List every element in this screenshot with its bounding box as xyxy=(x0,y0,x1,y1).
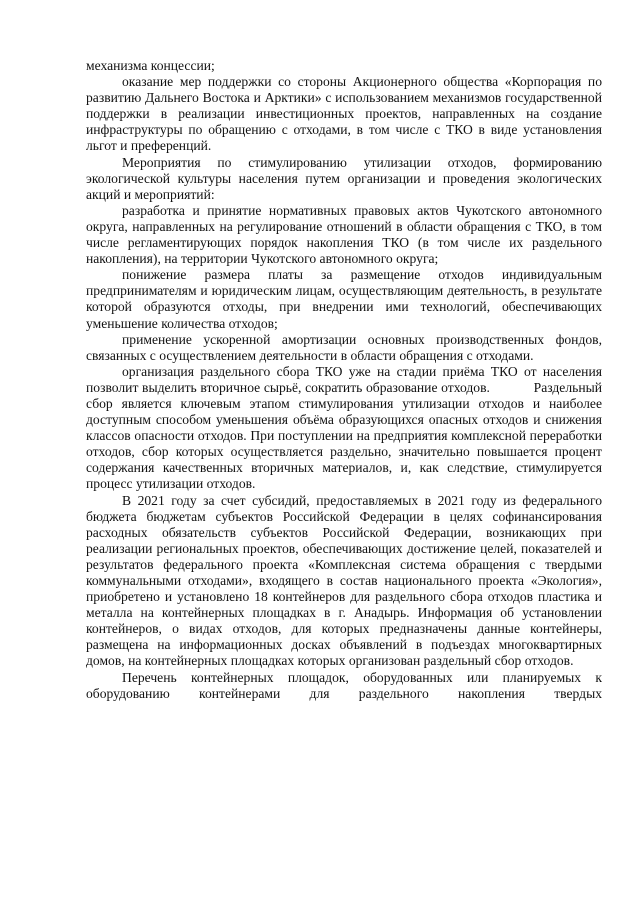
paragraph-depreciation: применение ускоренной амортизации основных производственных фондов, связанных с осуществлением деятельности в области обращения с отходами. xyxy=(86,331,602,363)
paragraph-separate-collection: организация раздельного сбора ТКО уже на стадии приёма ТКО от населения позволит выделить вторичное сырьё, сократить образование отходов. Раздельный сбор является ключевым этапом стимулирования утилизации отходов и наиболее доступным способом уменьшения объёма образующихся опасных отходов и снижения классов опасности отходов. При поступлении на предприятия комплексной переработки отходов, сбор которых осуществляется раздельно, значительно повышается процент содержания качественных вторичных материалов, и, как следствие, стимулируется процесс утилизации отходов. xyxy=(86,363,606,492)
paragraph-stimulation-heading: Мероприятия по стимулированию утилизации отходов, формированию экологической культуры населения путем организации и проведения экологических акций и мероприятий: xyxy=(86,154,602,202)
paragraph-fee-reduction: понижение размера платы за размещение отходов индивидуальным предпринимателям и юридическим лицам, осуществляющим деятельность, в результате которой образуются отходы, при внедрении ими технологий, обеспечивающих уменьшение количества отходов; xyxy=(86,267,602,331)
paragraph-container-list: Перечень контейнерных площадок, оборудованных или планируемых к оборудованию контейнерами для раздельного накопления твердых xyxy=(86,669,602,701)
paragraph-regulations: разработка и принятие нормативных правовых актов Чукотского автономного округа, направленных на регулирование отношений в области обращения с ТКО, в том числе регламентирующих порядок накопления ТКО (в том числе их раздельного накопления), на территории Чукотского автономного округа; xyxy=(86,202,602,267)
paragraph-2021-containers: В 2021 году за счет субсидий, предоставляемых в 2021 году из федерального бюджета бюджетам субъектов Российской Федерации в целях софинансирования расходных обязательств субъектов Российской Федерации, возникающих при реализации региональных проектов, обеспечивающих достижение целей, показателей и результатов федерального проекта «Комплексная система обращения с твердыми коммунальными отходами», входящего в состав национального проекта «Экология», приобретено и установлено 18 контейнеров для раздельного сбора отходов пластика и металла на контейнерных площадках в г. Анадырь. Информация об установлении контейнеров, о видах отходов, для которых предназначены данные контейнеры, размещена на информационных досках объявлений в подъездах многоквартирных домов, на контейнерных площадках которых организован раздельный сбор отходов. xyxy=(86,492,602,669)
paragraph-support-measures: оказание мер поддержки со стороны Акционерного общества «Корпорация по развитию Дальнего Востока и Арктики» с использованием механизмов государственной поддержки в реализации инвестиционных проектов, направленных на создание инфраструктуры по обращению с отходами, в том числе с ТКО в виде установления льгот и преференций. xyxy=(86,74,602,154)
paragraph-concession: механизма концессии; xyxy=(86,58,215,73)
document-page xyxy=(86,58,606,702)
